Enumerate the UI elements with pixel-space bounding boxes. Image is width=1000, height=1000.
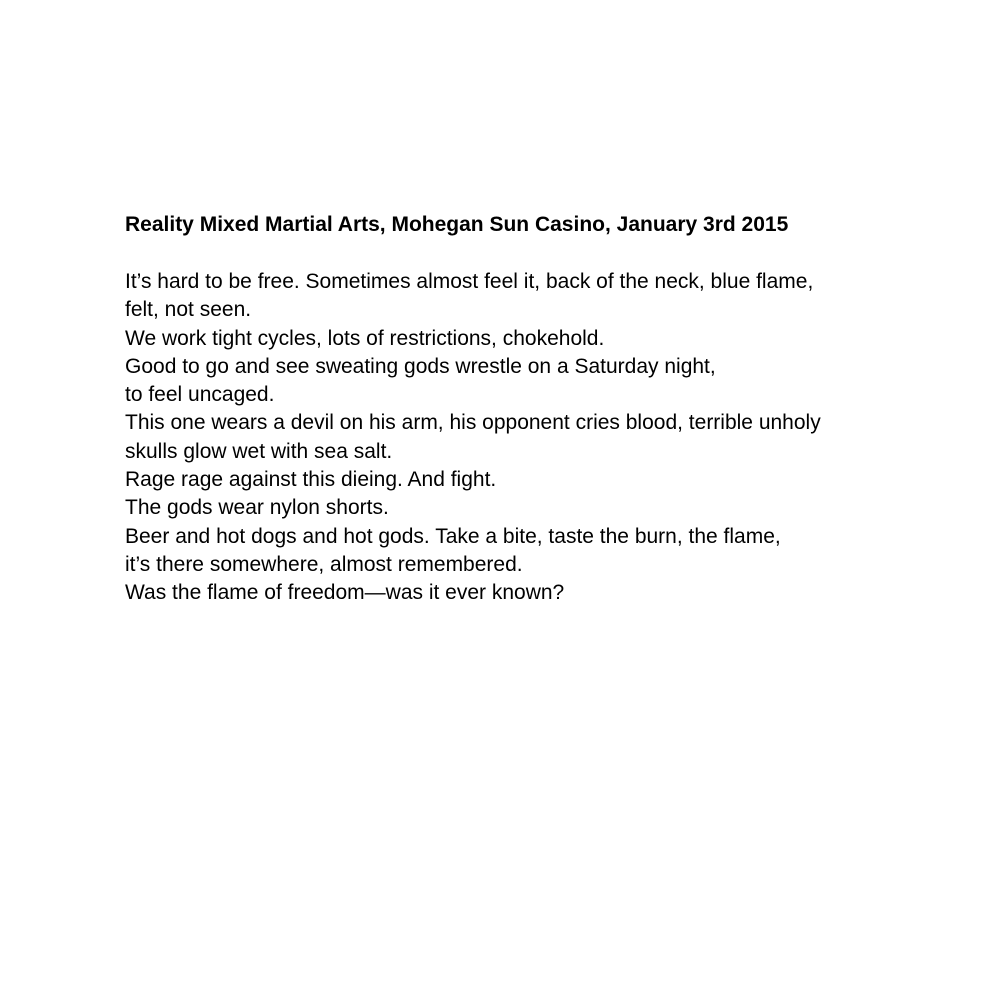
- poem-line: to feel uncaged.: [125, 383, 275, 407]
- poem-line: skulls glow wet with sea salt.: [125, 439, 393, 463]
- poem-body: [125, 268, 885, 608]
- poem-line: Beer and hot dogs and hot gods. Take a bite, taste the burn, the flame,: [125, 524, 781, 548]
- document-page: [125, 211, 885, 608]
- poem-line: Good to go and see sweating gods wrestle on a Saturday night,: [125, 354, 716, 378]
- poem-line: Was the flame of freedom—was it ever known?: [125, 581, 565, 605]
- poem-line: It’s hard to be free. Sometimes almost feel it, back of the neck, blue flame,: [125, 270, 814, 293]
- poem-line: felt, not seen.: [125, 298, 252, 322]
- poem-line: it’s there somewhere, almost remembered.: [125, 552, 523, 576]
- poem-line: Rage rage against this dieing. And fight.: [125, 468, 497, 492]
- poem-line: The gods wear nylon shorts.: [125, 496, 389, 520]
- poem-line: This one wears a devil on his arm, his opponent cries blood, terrible unholy: [125, 411, 821, 435]
- poem-line: We work tight cycles, lots of restrictions, chokehold.: [125, 326, 605, 350]
- poem-title: Reality Mixed Martial Arts, Mohegan Sun Casino, January 3rd 2015: [125, 213, 789, 236]
